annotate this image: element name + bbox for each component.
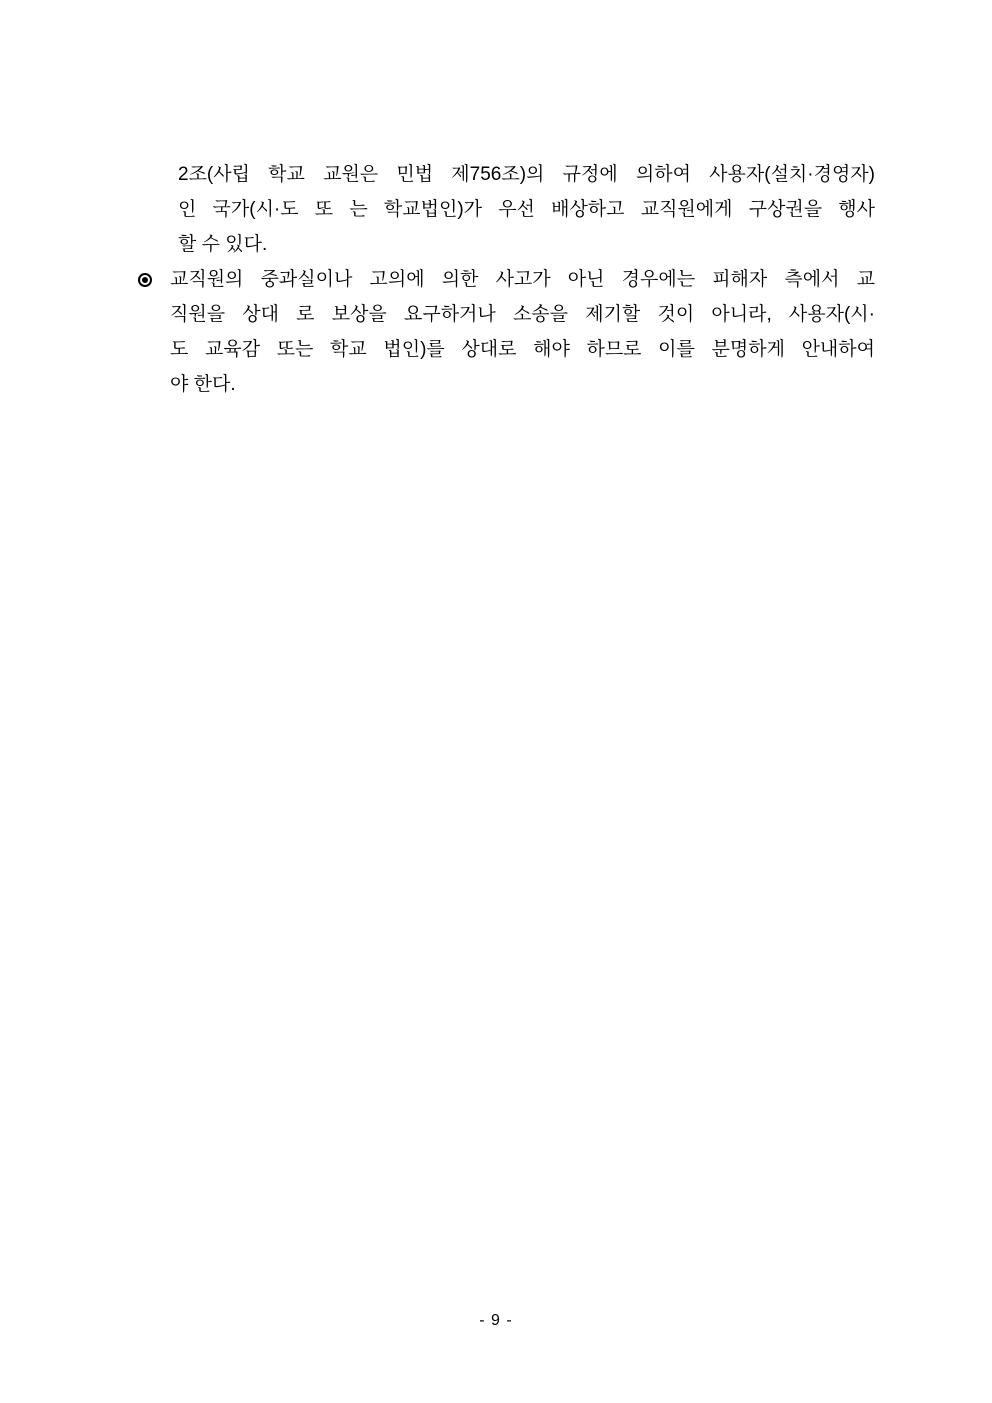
text-line: 야 한다.	[170, 374, 236, 395]
text-line: 2조(사립 학교 교원은 민법 제756조)의 규정에 의하여 사용자(설치·경영자)	[178, 164, 875, 185]
page-number: - 9 -	[479, 1312, 513, 1329]
fisheye-bullet-icon	[138, 273, 152, 287]
text-line: 도 교육감 또는 학교 법인)를 상대로 해야 하므로 이를 분명하게 안내하여	[170, 339, 875, 360]
text-line: 할 수 있다.	[178, 234, 268, 255]
paragraph-continuation	[0, 157, 992, 262]
page-content	[0, 157, 992, 402]
text-line: 인 국가(시·도 또 는 학교법인)가 우선 배상하고 교직원에게 구상권을 행사	[178, 199, 875, 220]
text-line: 교직원의 중과실이나 고의에 의한 사고가 아닌 경우에는 피해자 측에서 교	[170, 269, 875, 290]
text-line: 직원을 상대 로 보상을 요구하거나 소송을 제기할 것이 아니라, 사용자(시·	[170, 304, 875, 325]
bullet-item	[0, 262, 992, 402]
